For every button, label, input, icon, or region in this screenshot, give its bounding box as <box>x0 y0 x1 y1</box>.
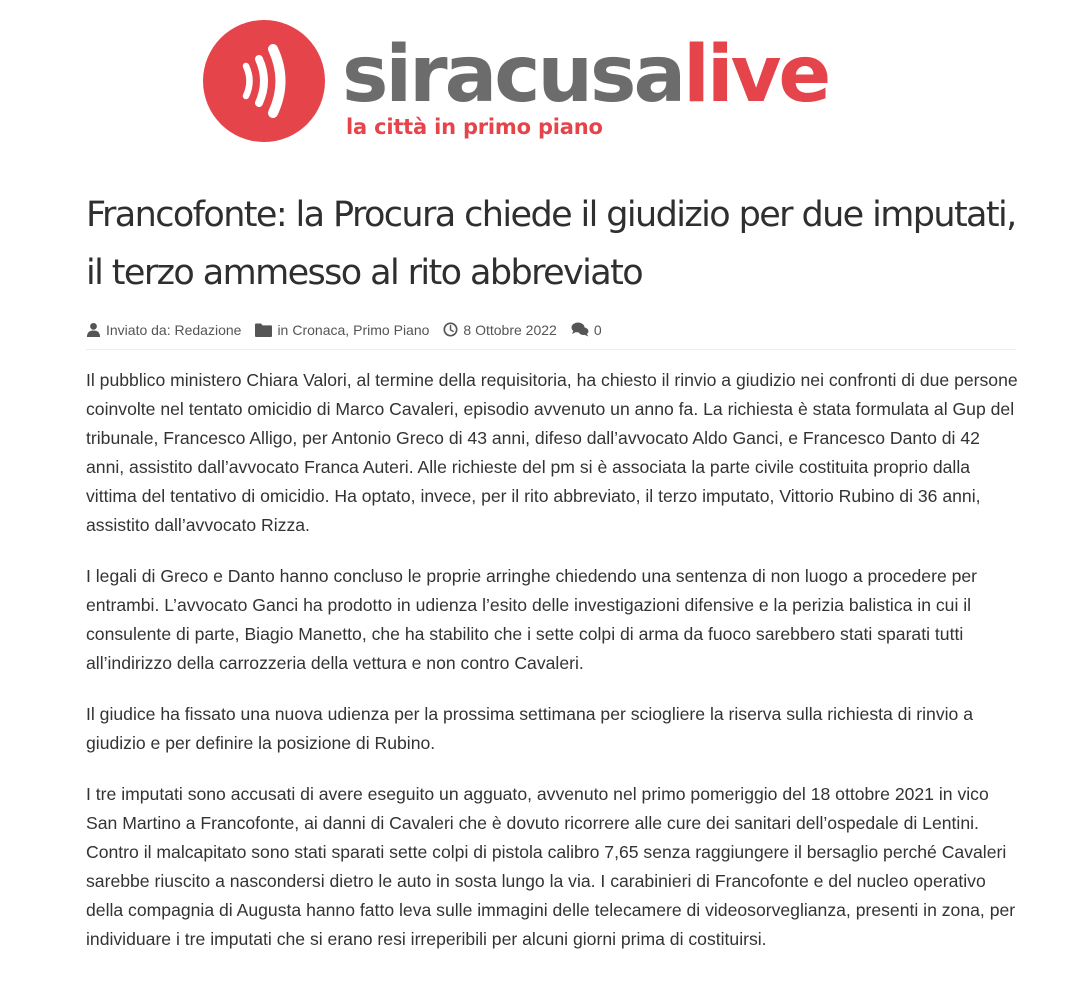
article-title: Francofonte: la Procura chiede il giudizio per due imputati, il terzo ammesso al rito abbreviato <box>86 195 1016 293</box>
logo-wordmark <box>342 32 828 118</box>
logo-siracusa-text: siracusa <box>342 30 684 120</box>
logo-sound-waves-icon <box>202 19 326 143</box>
meta-category-separator: , <box>345 321 350 338</box>
meta-date <box>443 322 556 338</box>
category-link-primo-piano[interactable]: Primo Piano <box>353 321 430 338</box>
clock-icon <box>443 322 458 337</box>
article-paragraph: I legali di Greco e Danto hanno concluso le proprie arringhe chiedendo una sentenza di non luogo a procedere per entrambi. L’avvocato Ganci ha prodotto in udienza l’esito delle investigazioni difensive e la perizia balistica in cui il consulente di parte, Biagio Manetto, che ha stabilito che i sette colpi di arma da fuoco sarebbero stati sparati tutti all’indirizzo della carrozzeria della vettura e non contro Cavaleri. <box>86 566 978 673</box>
meta-author-text: Inviato da: Redazione <box>106 321 242 338</box>
meta-comments[interactable] <box>571 322 602 338</box>
logo-live-text: live <box>683 30 829 120</box>
meta-author <box>86 322 241 338</box>
site-logo[interactable] <box>200 16 840 146</box>
article-meta <box>86 318 1016 350</box>
meta-category-prefix: in <box>277 321 289 338</box>
meta-comments-count: 0 <box>593 321 602 338</box>
folder-icon <box>255 323 272 337</box>
article-paragraph: Il pubblico ministero Chiara Valori, al termine della requisitoria, ha chiesto il rinvio a giudizio nei confronti di due persone coinvolte nel tentato omicidio di Marco Cavaleri, episodio avvenuto un anno fa. La richiesta è stata formulata al Gup del tribunale, Francesco Alligo, per Antonio Greco di 43 anni, difeso dall’avvocato Aldo Ganci, e Francesco Danto di 42 anni, assistito dall’avvocato Franca Auteri. Alle richieste del pm si è associata la parte civile costituita proprio dalla vittima del tentativo di omicidio. Ha optato, invece, per il rito abbreviato, il terzo imputato, Vittorio Rubino di 36 anni, assistito dall’avvocato Rizza. <box>86 370 1018 535</box>
article-paragraph: Il giudice ha fissato una nuova udienza per la prossima settimana per sciogliere la riserva sulla richiesta di rinvio a giudizio e per definire la posizione di Rubino. <box>86 704 973 753</box>
user-icon <box>86 322 101 337</box>
article-body <box>86 366 1021 976</box>
comments-icon <box>571 322 589 337</box>
article-paragraph: I tre imputati sono accusati di avere eseguito un agguato, avvenuto nel primo pomeriggio del 18 ottobre 2021 in vico San Martino a Francofonte, ai danni di Cavaleri che è dovuto ricorrere alle cure dei sanitari dell’ospedale di Lentini. Contro il malcapitato sono stati sparati sette colpi di pistola calibro 7,65 senza raggiungere il bersaglio perché Cavaleri sarebbe riuscito a nascondersi dietro le auto in sosta lungo la via. I carabinieri di Francofonte e del nucleo operativo della compagnia di Augusta hanno fatto leva sulle immagini delle telecamere di videosorveglianza, presenti in zona, per individuare i tre imputati che si erano resi irreperibili per alcuni giorni prima di costituirsi. <box>86 784 1016 949</box>
category-link-cronaca[interactable]: Cronaca <box>292 321 346 338</box>
meta-category <box>255 322 429 338</box>
meta-date-text: 8 Ottobre 2022 <box>463 321 557 338</box>
logo-tagline: la città in primo piano <box>346 115 603 139</box>
